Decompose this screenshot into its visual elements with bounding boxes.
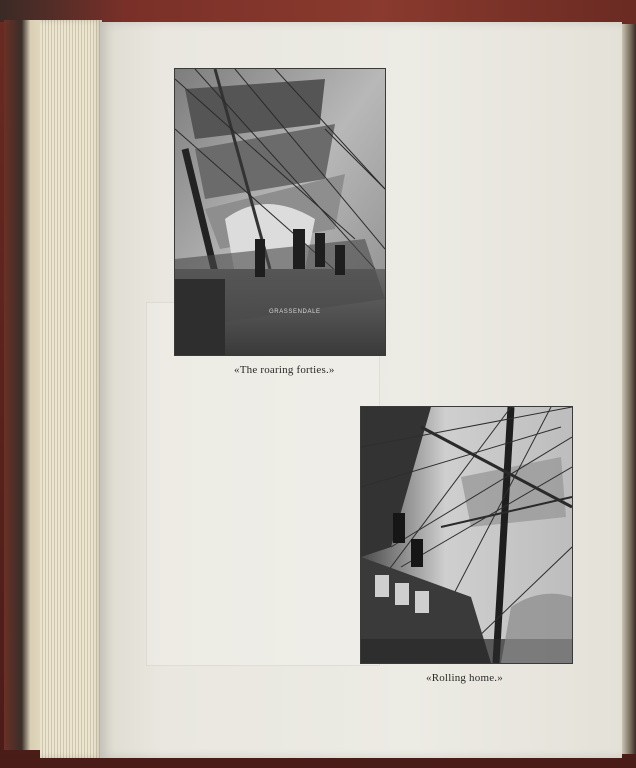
page-stack-edges [40,20,102,758]
caption-roaring-forties: «The roaring forties.» [234,364,335,376]
page-right-edge [622,24,636,754]
plate-inscription: GRASSENDALE [269,309,321,315]
caption-rolling-home: «Rolling home.» [426,672,503,684]
plate-rolling-home [360,406,573,664]
book-cover-top-edge [0,0,636,22]
plate-roaring-forties [174,68,386,356]
ship-rigging-illustration [361,407,572,663]
book-page [100,22,622,758]
show-through-plate [146,302,380,666]
